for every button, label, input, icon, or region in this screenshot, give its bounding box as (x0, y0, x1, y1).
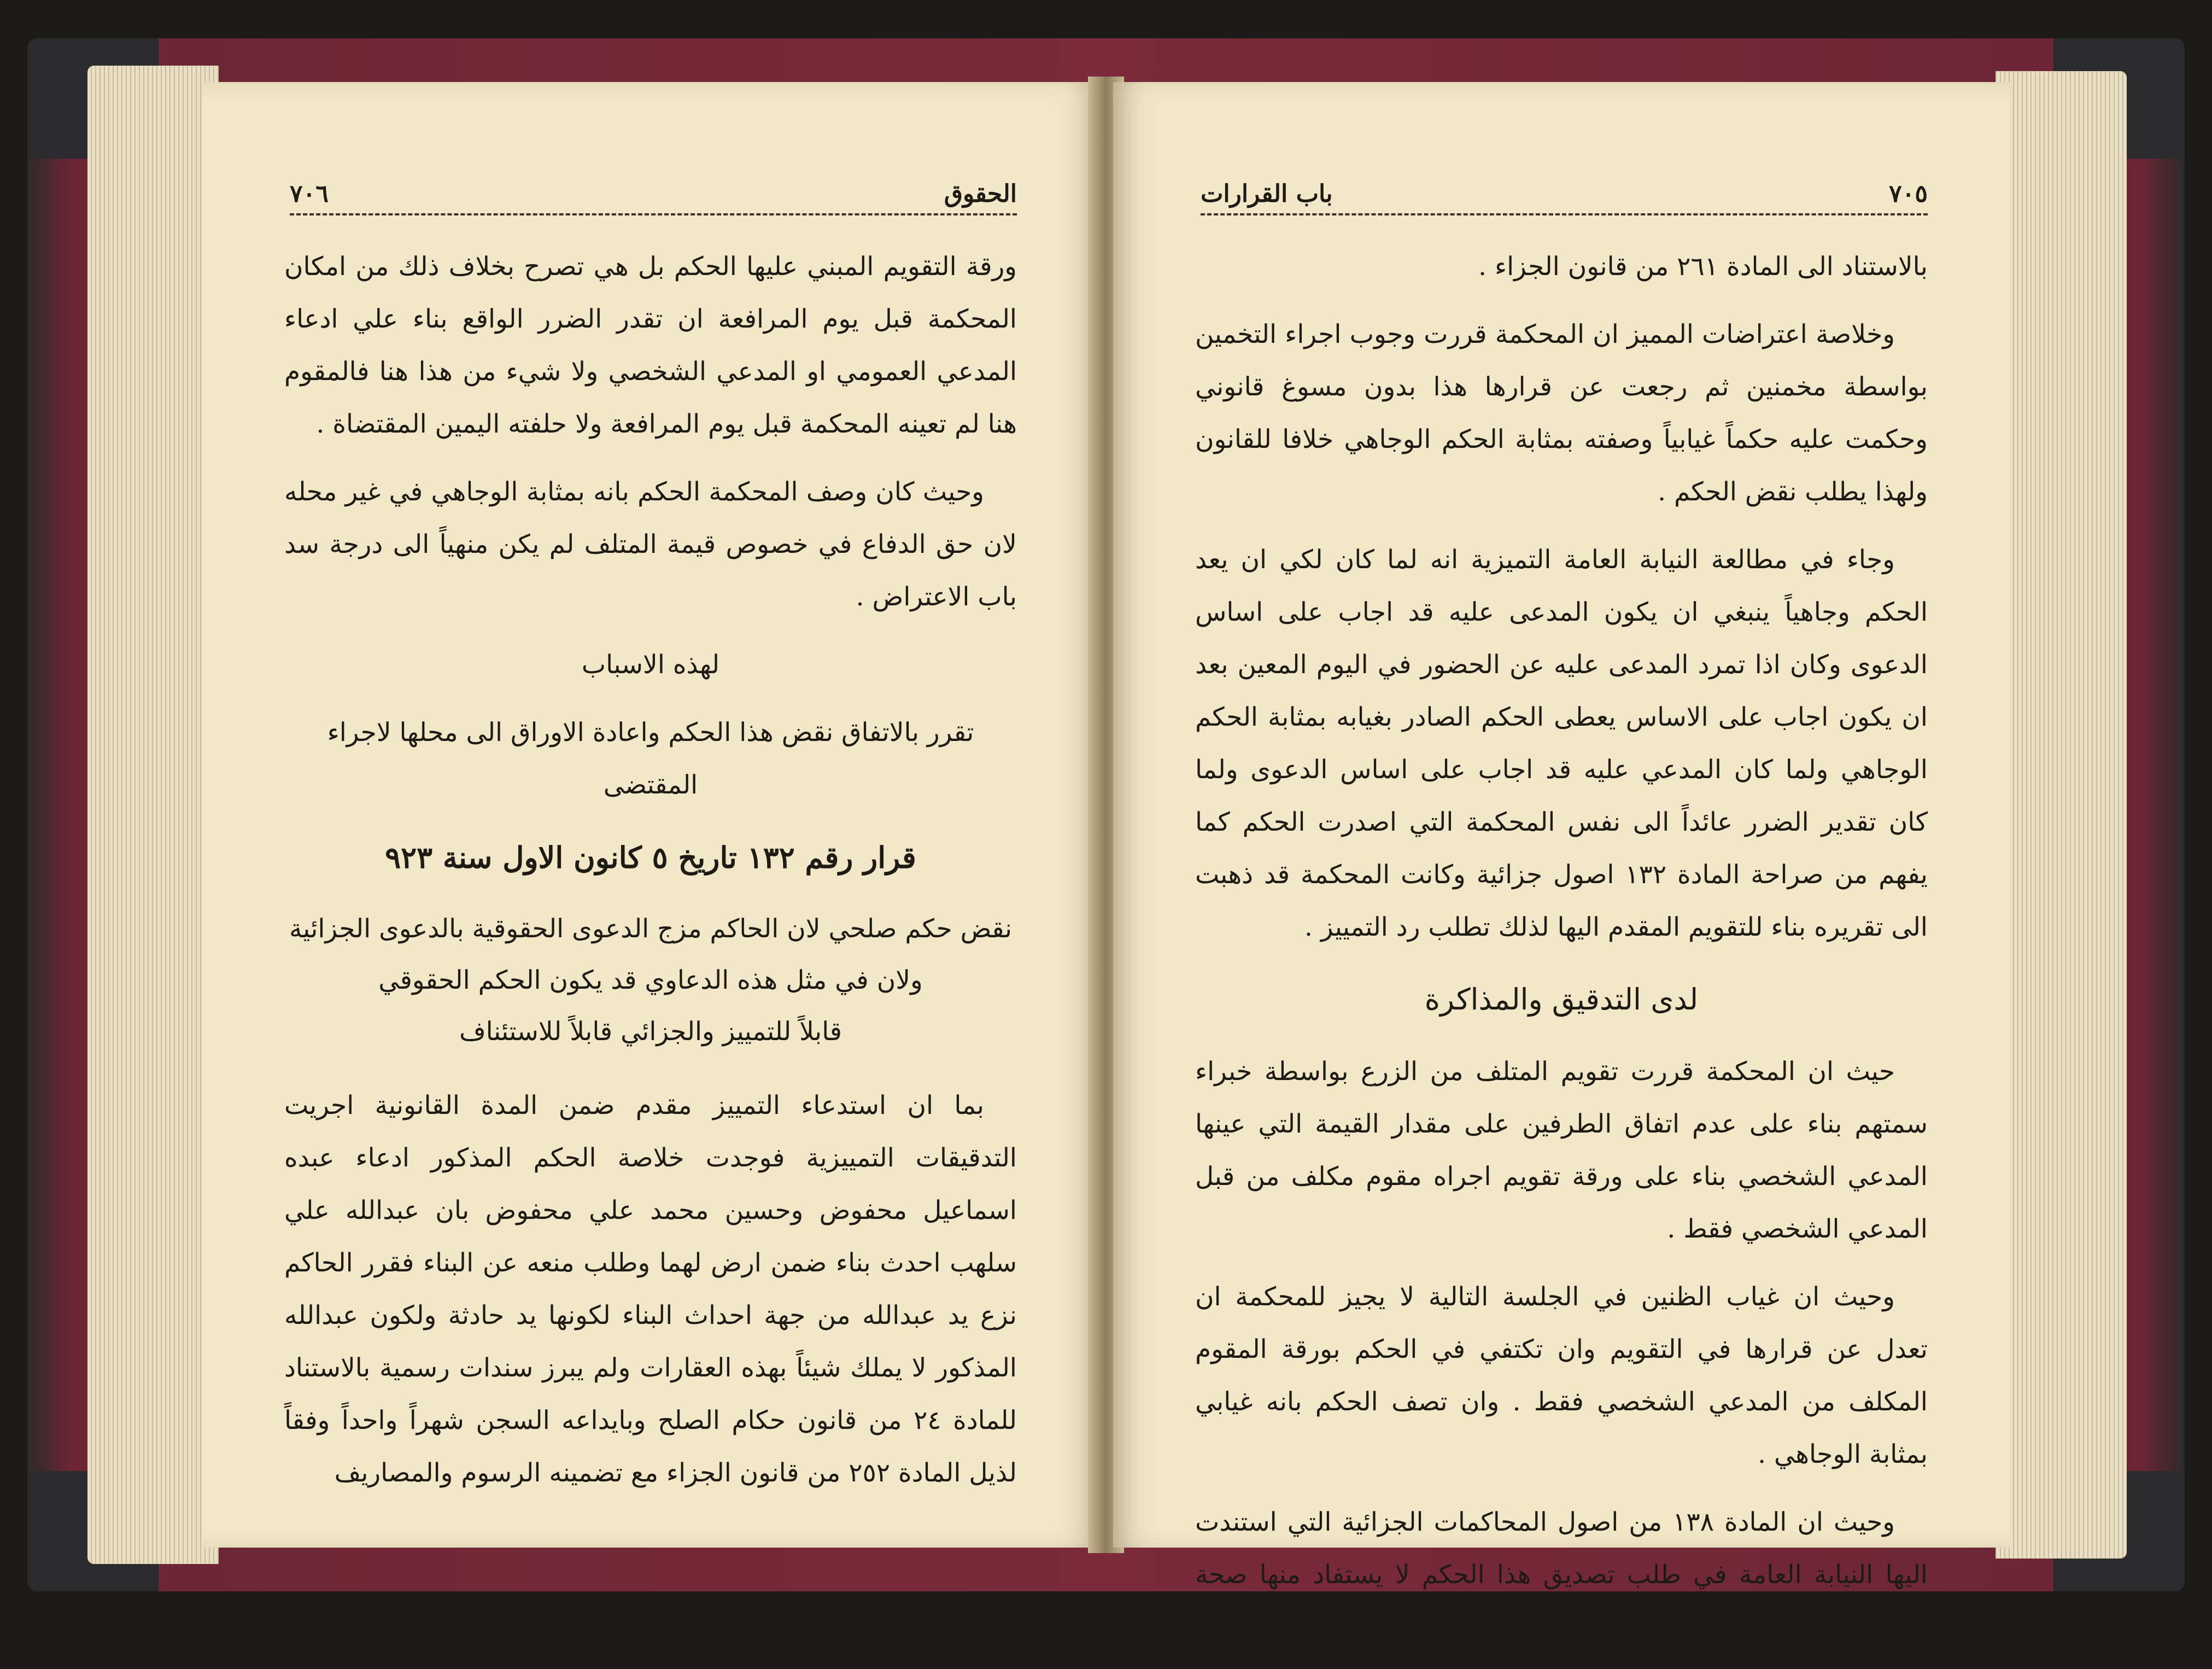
right-page (1113, 82, 2010, 1642)
right-running-head: باب القرارات (1201, 180, 1333, 208)
left-header-rule (290, 213, 1017, 215)
right-body-text (1195, 241, 1928, 1669)
right-paragraph-2: وخلاصة اعتراضات المميز ان المحكمة قررت وجوب اجراء التخمين بواسطة مخمنين ثم رجعت عن قرارها هذا بدون مسوغ قانوني وحكمت عليه حكماً غيابياً وصفته بمثابة الحكم الوجاهي خلافا للقانون ولهذا يطلب نقض الحكم . (1195, 319, 1928, 507)
left-paragraph-1: ورقة التقويم المبني عليها الحكم بل هي تصرح بخلاف ذلك من امكان المحكمة قبل يوم المرافعة ان تقدر الضرر الواقع بناء علي ادعاء المدعي العمومي او المدعي الشخصي ولا شيء من هذا هنا فالمقوم هنا لم تعينه المحكمة قبل يوم المرافعة ولا حلفته اليمين المقتضاة . (284, 252, 1017, 439)
right-paragraph-1: بالاستناد الى المادة ٢٦١ من قانون الجزاء . (1478, 252, 1928, 282)
right-paragraph-3: وجاء في مطالعة النيابة العامة التميزية انه لما كان لكي ان يعد الحكم وجاهياً ينبغي ان يكون المدعى عليه قد اجاب على اساس الدعوى وكان اذا تمرد المدعى عليه عن الحضور في اليوم المعين بعد ان يكون اجاب على الاساس يعطى الحكم الصادر بغيابه بمثابة الحكم الوجاهي ولما كان المدعي عليه قد اجاب على اساس الدعوى ولما كان تقدير الضرر عائداً الى نفس المحكمة التي اصدرت الحكم كما يفهم من صراحة المادة ١٣٢ اصول جزائية وكانت المحكمة قد ذهبت الى تقريره بناء للتقويم المقدم اليها لذلك تطلب رد التمييز . (1195, 545, 1928, 942)
deliberation-heading: لدى التدقيق والمذاكرة (1424, 982, 1699, 1017)
page-edges-left (87, 66, 219, 1564)
right-paragraph-5: وحيث ان غياب الظنين في الجلسة التالية لا يجيز للمحكمة ان تعدل عن قرارها في التقويم وان تكتفي في الحكم بورقة المقوم المكلف من المدعي الشخصي فقط . وان تصف الحكم بانه غيابي بمثابة الوجاهي . (1195, 1282, 1928, 1469)
left-page-number: ٧٠٦ (290, 180, 329, 208)
decision-text: تقرر بالاتفاق نقض هذا الحكم واعادة الاوراق الى محلها لاجراء المقتضى (327, 717, 974, 800)
left-body-text (284, 241, 1017, 1515)
right-paragraph-6: وحيث ان المادة ١٣٨ من اصول المحاكمات الجزائية التي استندت اليها النيابة العامة في طلب تصديق هذا الحكم لا يستفاد منها صحة الاستناد الي مثل (1195, 1507, 1928, 1642)
right-header-rule (1201, 213, 1928, 215)
right-paragraph-4: حيث ان المحكمة قررت تقويم المتلف من الزرع بواسطة خبراء سمتهم بناء على عدم اتفاق الطرفين على مقدار القيمة التي عينها المدعي الشخصي بناء على ورقة تقويم اجراه مقوم مكلف من قبل المدعي الشخصي فقط . (1195, 1057, 1928, 1244)
left-paragraph-2: وحيث كان وصف المحكمة الحكم بانه بمثابة الوجاهي في غير محله لان حق الدفاع في خصوص قيمة المتلف لم يكن منهياً الى درجة سد باب الاعتراض . (284, 477, 1017, 612)
decision-summary (284, 903, 1017, 1058)
summary-line-3: قابلاً للتمييز والجزائي قابلاً للاستئناف (459, 1017, 842, 1047)
decision-heading: قرار رقم ١٣٢ تاريخ ٥ كانون الاول سنة ٩٢٣ (385, 840, 916, 875)
right-page-number: ٧٠٥ (1889, 180, 1928, 208)
left-page (202, 82, 1099, 1548)
right-page-header (1201, 164, 1928, 208)
left-page-header (290, 164, 1017, 208)
summary-line-1: نقض حكم صلحي لان الحاكم مزج الدعوى الحقوقية بالدعوى الجزائية (289, 914, 1013, 944)
left-running-head: الحقوق (944, 180, 1017, 208)
summary-line-2: ولان في مثل هذه الدعاوي قد يكون الحكم الحقوقي (378, 965, 923, 995)
left-final-paragraph: بما ان استدعاء التمييز مقدم ضمن المدة القانونية اجريت التدقيقات التمييزية فوجدت خلاصة الحكم المذكور ادعاء عبده اسماعيل محفوض وحسين محمد علي محفوض بان عبدالله علي سلهب احدث بناء ضمن ارض لهما وطلب منعه عن البناء فقرر الحاكم نزع يد عبدالله من جهة احداث البناء لكونها يد حادثة ولكون عبدالله المذكور لا يملك شيئاً بهذه العقارات ولم يبرز سندات رسمية بالاستناد للمادة ٢٤ من قانون حكام الصلح وبايداعه السجن شهراً واحداً وفقاً لذيل المادة ٢٥٢ من قانون الجزاء مع تضمينه الرسوم والمصاريف (284, 1090, 1017, 1488)
reasons-label: لهذه الاسباب (581, 650, 720, 680)
page-edges-right (1996, 71, 2127, 1559)
